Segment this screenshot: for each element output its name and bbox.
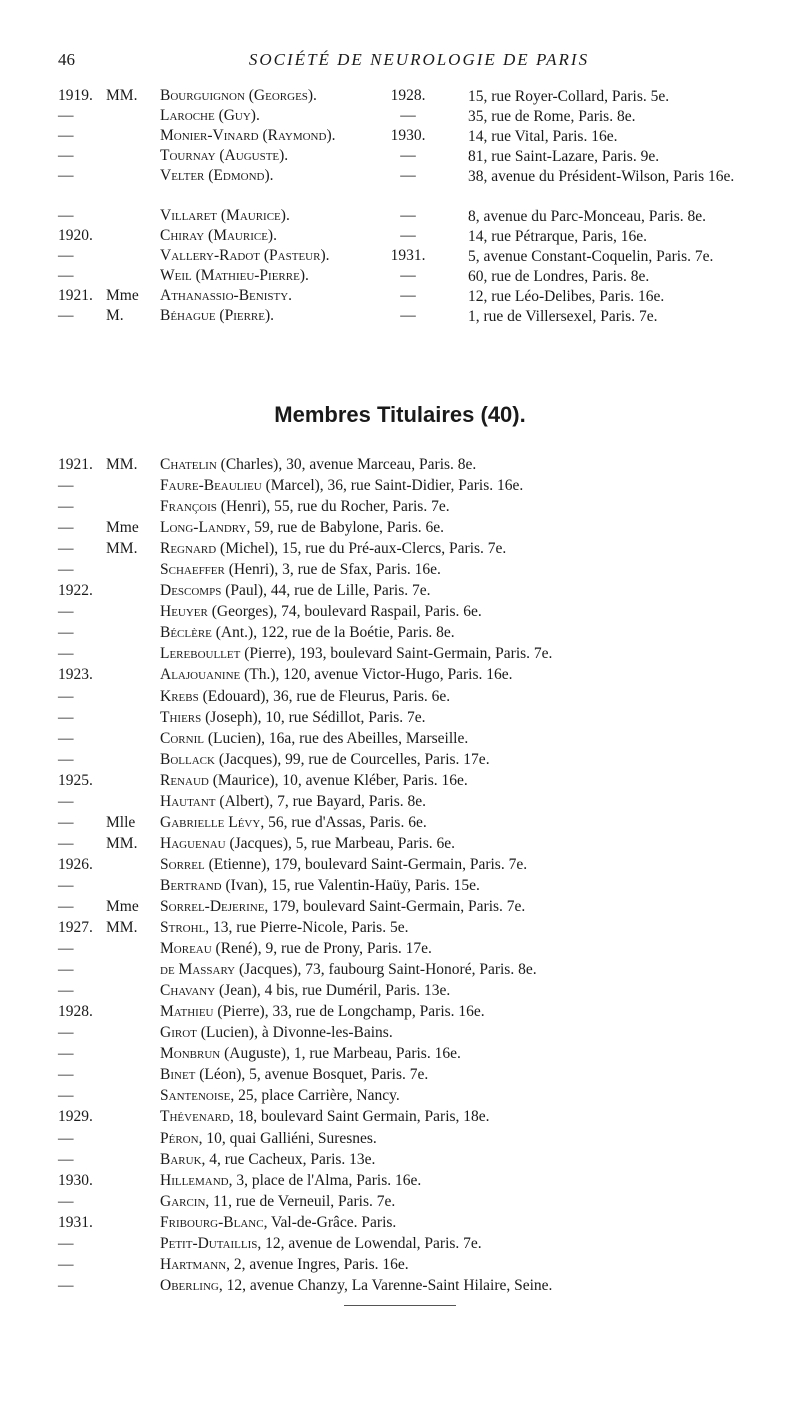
list-item [58,730,780,751]
table-row [58,107,780,127]
name-cell: Monier-Vinard (Raymond). [160,127,336,144]
list-item [58,1066,780,1087]
member-details: (Georges), 74, boulevard Raspail, Paris. 6e. [207,603,482,621]
member-name: Bollack [160,750,215,768]
year-cell: — [58,687,74,705]
member-details: (Lucien), à Divonne-les-Bains. [196,1024,393,1042]
year-cell: 1921. [58,456,93,473]
year-cell: — [58,477,74,495]
name-cell: Villaret (Maurice). [160,207,290,224]
name-cell: Tournay (Auguste). [160,147,289,164]
continued-members-list [58,87,780,327]
address-cell: 12, rue Léo-Delibes, Paris. 16e. [468,288,665,305]
list-item [58,1172,780,1193]
titular-members-list [58,456,780,1298]
table-row [58,247,780,267]
member-name: Sorrel-Dejerine [160,897,265,915]
year-cell: — [58,1024,74,1042]
member-details: (Jean), 4 bis, rue Duméril, Paris. 13e. [215,982,451,1000]
member-name: Bertrand [160,876,222,894]
list-item [58,561,780,582]
year-cell: — [58,561,74,579]
member-entry [160,540,506,558]
year-cell: — [58,750,74,768]
table-row [58,227,780,247]
list-item [58,1045,780,1066]
member-entry [160,1214,396,1232]
list-item [58,1003,780,1024]
member-details: (Etienne), 179, boulevard Saint-Germain, Paris. 7e. [204,855,528,873]
list-item [58,940,780,961]
member-details: (Jacques), 99, rue de Courcelles, Paris. 17e. [214,750,490,768]
admission-year-cell: 1930. [390,127,426,144]
member-name: Monbrun [160,1045,221,1063]
member-entry [160,1130,377,1148]
year-cell: 1927. [58,919,93,937]
member-name: Heuyer [160,603,208,621]
list-item [58,919,780,940]
member-name: Faure-Beaulieu [160,477,262,495]
year-cell: — [58,897,74,915]
member-entry [160,561,441,579]
year-cell: 1925. [58,771,93,789]
list-item [58,624,780,645]
member-entry [160,1066,428,1084]
admission-year-cell: 1928. [390,87,426,104]
list-item [58,709,780,730]
member-details: (Th.), 120, avenue Victor-Hugo, Paris. 16e. [240,666,513,684]
list-item [58,540,780,561]
member-details: (Henri), 55, rue du Rocher, Paris. 7e. [216,498,450,516]
member-name: François [160,498,217,516]
year-cell: — [58,603,74,621]
member-entry [160,1087,400,1105]
member-details: , 3, place de l'Alma, Paris. 16e. [228,1171,422,1189]
member-details: , 13, rue Pierre-Nicole, Paris. 5e. [205,919,409,937]
member-name: Santenoise [160,1087,231,1105]
year-cell: — [58,1129,74,1147]
member-name: Petit-Dutaillis [160,1234,258,1252]
year-cell: — [58,540,74,558]
address-cell: 5, avenue Constant-Coquelin, Paris. 7e. [468,248,714,265]
year-cell: 1928. [58,1003,93,1021]
year-cell: — [58,982,74,1000]
list-item [58,498,780,519]
member-details: , 59, rue de Babylone, Paris. 6e. [246,519,445,537]
member-details: (Auguste), 1, rue Marbeau, Paris. 16e. [220,1045,461,1063]
year-cell: — [58,207,74,224]
year-cell: — [58,519,74,537]
member-entry [160,898,525,916]
year-cell: — [58,645,74,663]
table-row [58,147,780,167]
running-title: SOCIÉTÉ DE NEUROLOGIE DE PARIS [248,50,590,69]
member-name: Baruk [160,1150,202,1168]
admission-year-cell: 1931. [390,247,426,264]
admission-year-cell: — [400,107,416,124]
member-details: (Edouard), 36, rue de Fleurus, Paris. 6e. [198,687,451,705]
year-cell: — [58,1192,74,1210]
year-cell: 1920. [58,227,93,244]
member-entry [160,772,468,790]
member-name: Béclère [160,624,212,642]
member-entry [160,498,450,516]
year-cell: — [58,307,74,324]
title-cell: MM. [106,456,138,473]
list-item [58,835,780,856]
member-details: (Michel), 15, rue du Pré-aux-Clercs, Paris. 7e. [216,540,507,558]
name-cell: Vallery-Radot (Pasteur). [160,247,330,264]
member-entry [160,1045,461,1063]
year-cell: — [58,876,74,894]
member-details: (Joseph), 10, rue Sédillot, Paris. 7e. [201,708,426,726]
list-item [58,582,780,603]
member-entry [160,1235,482,1253]
address-cell: 15, rue Royer-Collard, Paris. 5e. [468,88,670,105]
list-item [58,814,780,835]
member-name: Mathieu [160,1003,214,1021]
year-cell: — [58,792,74,810]
name-cell: Béhague (Pierre). [160,307,275,324]
member-name: Alajouanine [160,666,241,684]
list-item [58,751,780,772]
table-row [58,267,780,287]
year-cell: — [58,147,74,164]
member-name: Chavany [160,982,216,1000]
member-details: , 25, place Carrière, Nancy. [230,1087,400,1105]
member-details: (Jacques), 73, faubourg Saint-Honoré, Paris. 8e. [235,961,537,979]
member-details: (Marcel), 36, rue Saint-Didier, Paris. 16e. [261,477,524,495]
table-row [58,287,780,307]
member-details: , 12, avenue de Lowendal, Paris. 7e. [257,1234,482,1252]
closing-rule [344,1305,456,1306]
list-item [58,1024,780,1045]
member-details: , 2, avenue Ingres, Paris. 16e. [226,1255,409,1273]
member-entry [160,624,455,642]
table-row [58,127,780,147]
title-cell: MM. [106,919,138,937]
list-item [58,1256,780,1277]
member-details: (Ant.), 122, rue de la Boétie, Paris. 8e. [211,624,455,642]
member-entry [160,751,490,769]
member-entry [160,877,480,895]
member-details: (Ivan), 15, rue Valentin-Haüy, Paris. 15e. [221,876,480,894]
admission-year-cell: — [400,307,416,324]
member-name: Krebs [160,687,199,705]
year-cell: — [58,708,74,726]
year-cell: — [58,1045,74,1063]
year-cell: 1922. [58,582,93,600]
member-entry [160,1277,552,1295]
member-name: Hillemand [160,1171,229,1189]
title-cell: Mme [106,897,139,915]
member-name: Moreau [160,940,212,958]
member-entry [160,1108,490,1126]
name-cell: Athanassio-Benisty. [160,287,293,304]
member-entry [160,1003,485,1021]
year-cell: — [58,624,74,642]
address-cell: 8, avenue du Parc-Monceau, Paris. 8e. [468,208,707,225]
member-name: Fribourg-Blanc [160,1213,264,1231]
member-entry [160,1172,421,1190]
member-entry [160,456,476,474]
list-item [58,772,780,793]
name-cell: Velter (Edmond). [160,167,274,184]
member-details: , 18, boulevard Saint Germain, Paris, 18e. [229,1108,490,1126]
year-cell: — [58,127,74,144]
list-item [58,1277,780,1298]
name-cell: Chiray (Maurice). [160,227,277,244]
member-entry [160,477,523,495]
table-row [58,307,780,327]
member-entry [160,1193,395,1211]
title-cell: MM. [106,834,138,852]
member-details: (Pierre), 193, boulevard Saint-Germain, Paris. 7e. [240,645,553,663]
list-item [58,477,780,498]
list-item [58,645,780,666]
member-name: Regnard [160,540,217,558]
year-cell: 1931. [58,1213,93,1231]
member-details: , 179, boulevard Saint-Germain, Paris. 7e. [264,897,526,915]
year-cell: — [58,834,74,852]
member-details: , 12, avenue Chanzy, La Varenne-Saint Hilaire, Seine. [218,1276,553,1294]
year-cell: 1921. [58,287,93,304]
admission-year-cell: — [400,167,416,184]
member-entry [160,856,527,874]
member-details: (Léon), 5, avenue Bosquet, Paris. 7e. [195,1066,429,1084]
year-cell: 1926. [58,855,93,873]
table-row [58,167,780,207]
title-cell: MM. [106,540,138,558]
address-cell: 14, rue Vital, Paris. 16e. [468,128,618,145]
address-cell: 81, rue Saint-Lazare, Paris. 9e. [468,148,660,165]
list-item [58,1193,780,1214]
member-details: (Charles), 30, avenue Marceau, Paris. 8e. [216,456,477,473]
member-name: Péron [160,1129,199,1147]
member-name: Sorrel [160,855,205,873]
member-details: , 11, rue de Verneuil, Paris. 7e. [205,1192,396,1210]
year-cell: — [58,247,74,264]
member-entry [160,519,444,537]
member-name: Long-Landry [160,519,247,537]
member-entry [160,1256,409,1274]
year-cell: — [58,1066,74,1084]
member-entry [160,645,552,663]
list-item [58,1087,780,1108]
section-heading: Membres Titulaires (40). [274,402,526,427]
member-name: Thévenard [160,1108,230,1126]
year-cell: — [58,498,74,516]
table-row [58,87,780,107]
year-cell: — [58,1234,74,1252]
list-item [58,456,780,477]
member-name: Lereboullet [160,645,241,663]
page-number: 46 [58,50,75,69]
year-cell: — [58,813,74,831]
member-details: , 10, quai Galliéni, Suresnes. [198,1129,377,1147]
year-cell: — [58,1255,74,1273]
member-entry [160,961,537,979]
member-name: Hartmann [160,1255,227,1273]
member-name: Strohl [160,919,206,937]
page-header [58,50,780,72]
admission-year-cell: — [400,147,416,164]
list-item [58,519,780,540]
year-cell: 1929. [58,1108,93,1126]
list-item [58,856,780,877]
member-name: Girot [160,1024,197,1042]
title-cell: M. [106,307,124,324]
address-cell: 1, rue de Villersexel, Paris. 7e. [468,308,658,325]
member-entry [160,982,450,1000]
member-entry [160,940,432,958]
title-cell: Mlle [106,813,136,831]
address-cell: 14, rue Pétrarque, Paris, 16e. [468,228,648,245]
member-name: de Massary [160,961,236,979]
member-name: Descomps [160,582,222,600]
member-entry [160,835,455,853]
title-cell: MM. [106,87,138,104]
year-cell: — [58,107,74,124]
list-item [58,1214,780,1235]
member-entry [160,709,426,727]
member-name: Schaeffer [160,561,225,579]
list-item [58,1130,780,1151]
year-cell: 1930. [58,1171,93,1189]
list-item [58,877,780,898]
member-entry [160,666,513,684]
year-cell: — [58,1150,74,1168]
name-cell: Bourguignon (Georges). [160,87,317,104]
admission-year-cell: — [400,267,416,284]
member-entry [160,730,468,748]
member-name: Hautant [160,792,216,810]
member-details: (Paul), 44, rue de Lille, Paris. 7e. [221,582,431,600]
member-details: , 4, rue Cacheux, Paris. 13e. [201,1150,376,1168]
list-item [58,688,780,709]
year-cell: — [58,267,74,284]
list-item [58,982,780,1003]
member-name: Gabrielle Lévy [160,813,261,831]
member-details: (Jacques), 5, rue Marbeau, Paris. 6e. [225,834,455,852]
member-details: (Albert), 7, rue Bayard, Paris. 8e. [215,792,427,810]
year-cell: — [58,1276,74,1294]
member-entry [160,582,431,600]
member-name: Garcin [160,1192,206,1210]
member-entry [160,688,450,706]
year-cell: — [58,961,74,979]
list-item [58,1235,780,1256]
list-item [58,1151,780,1172]
title-cell: Mme [106,519,139,537]
year-cell: 1919. [58,87,93,104]
member-name: Cornil [160,729,204,747]
list-item [58,793,780,814]
admission-year-cell: — [400,207,416,224]
member-name: Thiers [160,708,202,726]
member-details: (Henri), 3, rue de Sfax, Paris. 16e. [224,561,441,579]
name-cell: Weil (Mathieu-Pierre). [160,267,309,284]
address-cell: 38, avenue du Président-Wilson, Paris 16e. [468,168,735,185]
member-details: (Maurice), 10, avenue Kléber, Paris. 16e. [208,771,468,789]
member-entry [160,1024,393,1042]
address-cell: 60, rue de Londres, Paris. 8e. [468,268,650,285]
admission-year-cell: — [400,287,416,304]
member-details: (Lucien), 16a, rue des Abeilles, Marseille. [203,729,469,747]
title-cell: Mme [106,287,139,304]
list-item [58,1108,780,1129]
list-item [58,666,780,687]
member-name: Binet [160,1066,196,1084]
admission-year-cell: — [400,227,416,244]
year-cell: 1923. [58,666,93,684]
member-details: (Pierre), 33, rue de Longchamp, Paris. 16e. [213,1003,485,1021]
member-details: , Val-de-Grâce. Paris. [263,1213,397,1231]
member-name: Oberling [160,1276,219,1294]
list-item [58,898,780,919]
year-cell: — [58,1087,74,1105]
table-row [58,207,780,227]
member-entry [160,919,408,937]
member-entry [160,1151,375,1169]
name-cell: Laroche (Guy). [160,107,260,124]
list-item [58,961,780,982]
member-name: Chatelin [160,456,217,473]
year-cell: — [58,167,74,184]
member-name: Renaud [160,771,209,789]
member-details: , 56, rue d'Assas, Paris. 6e. [260,813,427,831]
member-entry [160,793,426,811]
member-details: (René), 9, rue de Prony, Paris. 17e. [211,940,432,958]
year-cell: — [58,940,74,958]
member-entry [160,814,427,832]
list-item [58,603,780,624]
address-cell: 35, rue de Rome, Paris. 8e. [468,108,636,125]
member-entry [160,603,482,621]
member-name: Haguenau [160,834,226,852]
year-cell: — [58,729,74,747]
